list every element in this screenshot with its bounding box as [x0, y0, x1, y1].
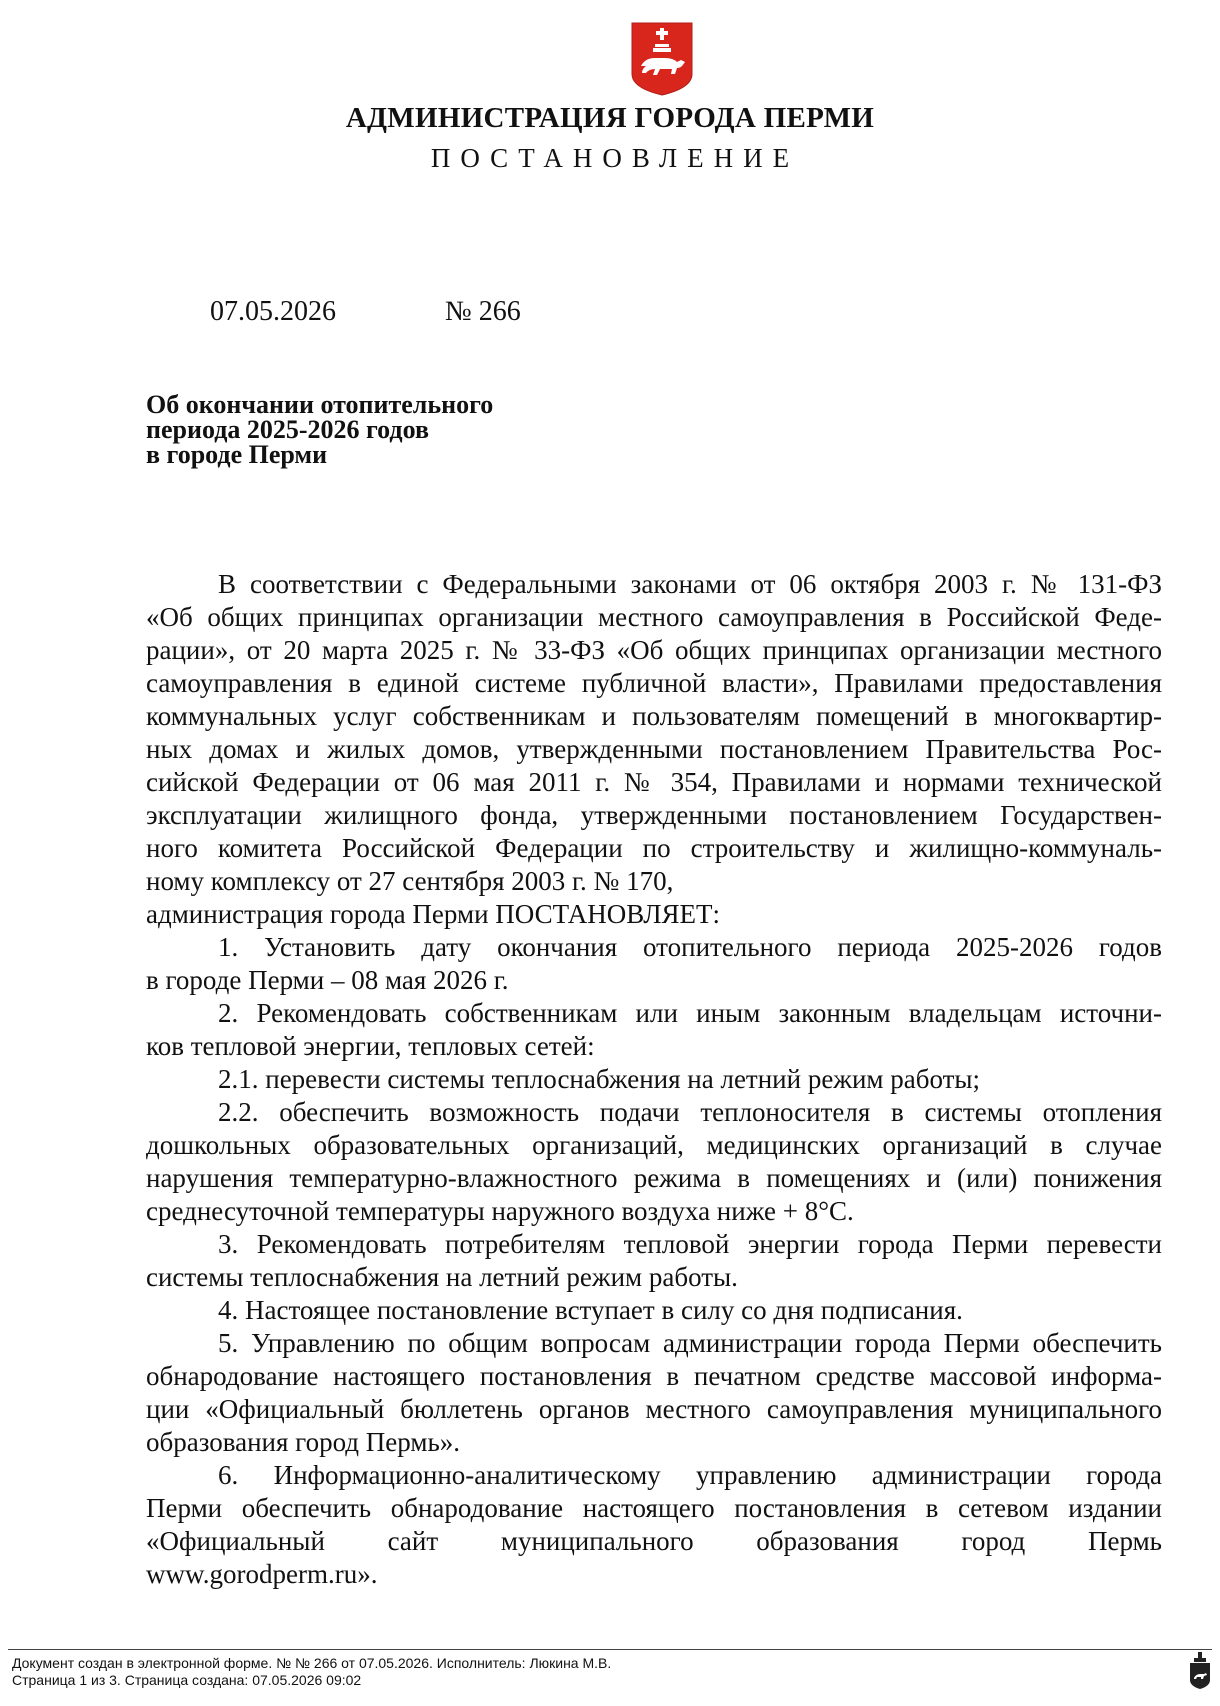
- subject-line: Об окончании отопительного: [146, 390, 494, 419]
- item-5-line: обнародование настоящего постановления в печатном средстве массовой информа-: [146, 1361, 1162, 1391]
- preamble-line: «Об общих принципах организации местного самоуправления в Российской Феде-: [146, 602, 1162, 632]
- item-2-2-line: 2.2. обеспечить возможность подачи теплоносителя в системы отопления: [218, 1097, 1162, 1127]
- preamble-line: ных домах и жилых домов, утвержденными постановлением Правительства Рос-: [146, 734, 1162, 764]
- item-6-line: «Официальный сайт муниципального образования город Пермь: [146, 1526, 1162, 1556]
- item-3-line: 3. Рекомендовать потребителям тепловой энергии города Перми перевести: [218, 1229, 1162, 1259]
- preamble-line: эксплуатации жилищного фонда, утвержденными постановлением Государствен-: [146, 800, 1162, 830]
- item-3-line: системы теплоснабжения на летний режим работы.: [146, 1262, 738, 1292]
- item-5-line: ции «Официальный бюллетень органов местного самоуправления муниципального: [146, 1394, 1162, 1424]
- item-2-2-line: среднесуточной температуры наружного воздуха ниже + 8°С.: [146, 1196, 854, 1226]
- item-2-2-line: дошкольных образовательных организаций, медицинских организаций в случае: [146, 1130, 1162, 1160]
- preamble-line: рации», от 20 марта 2025 г. № 33-ФЗ «Об общих принципах организации местного: [146, 635, 1162, 665]
- document-date: 07.05.2026: [210, 296, 336, 327]
- preamble-line: В соответствии с Федеральными законами от 06 октября 2003 г. № 131-ФЗ: [218, 569, 1162, 599]
- document-number: № 266: [445, 296, 521, 327]
- organization-title: АДМИНИСТРАЦИЯ ГОРОДА ПЕРМИ: [345, 102, 875, 134]
- subject-line: в городе Перми: [146, 440, 328, 469]
- item-2-1-line: 2.1. перевести системы теплоснабжения на летний режим работы;: [218, 1064, 981, 1094]
- document-type: ПОСТАНОВЛЕНИЕ: [430, 143, 800, 173]
- document-body: [146, 568, 1162, 1591]
- perm-small-emblem-icon: [1188, 1652, 1212, 1690]
- preamble-line: самоуправления в единой системе публичной власти», Правилами предоставления: [146, 668, 1162, 698]
- perm-coat-of-arms-icon: [631, 22, 693, 96]
- preamble-line: ного комитета Российской Федерации по строительству и жилищно-коммуналь-: [146, 833, 1162, 863]
- document-footer: [12, 1655, 611, 1689]
- footer-line-1: Документ создан в электронной форме. № № 266 от 07.05.2026. Исполнитель: Люкина М.В.: [12, 1655, 612, 1671]
- item-5-line: образования город Пермь».: [146, 1427, 461, 1457]
- preamble-line: коммунальных услуг собственникам и пользователям помещений в многоквартир-: [146, 701, 1162, 731]
- preamble-line: ному комплексу от 27 сентября 2003 г. № 170,: [146, 866, 674, 896]
- footer-divider: [8, 1649, 1212, 1650]
- item-4-line: 4. Настоящее постановление вступает в силу со дня подписания.: [218, 1295, 963, 1325]
- item-2-line: ков тепловой энергии, тепловых сетей:: [146, 1031, 595, 1061]
- item-1-line: 1. Установить дату окончания отопительного периода 2025-2026 годов: [218, 932, 1162, 962]
- item-2-2-line: нарушения температурно-влажностного режима в помещениях и (или) понижения: [146, 1163, 1162, 1193]
- resolves-line: администрация города Перми ПОСТАНОВЛЯЕТ:: [146, 899, 721, 929]
- item-6-line: www.gorodperm.ru».: [146, 1559, 378, 1589]
- item-6-line: Перми обеспечить обнародование настоящего постановления в сетевом издании: [146, 1493, 1162, 1523]
- item-1-line: в городе Перми – 08 мая 2026 г.: [146, 965, 509, 995]
- subject-line: периода 2025-2026 годов: [146, 415, 429, 444]
- item-5-line: 5. Управлению по общим вопросам администрации города Перми обеспечить: [218, 1328, 1162, 1358]
- document-subject: [146, 392, 666, 467]
- footer-line-2: Страница 1 из 3. Страница создана: 07.05.2026 09:02: [12, 1672, 362, 1688]
- item-2-line: 2. Рекомендовать собственникам или иным законным владельцам источни-: [218, 998, 1162, 1028]
- preamble-line: сийской Федерации от 06 мая 2011 г. № 354, Правилами и нормами технической: [146, 767, 1162, 797]
- item-6-line: 6. Информационно-аналитическому управлению администрации города: [218, 1460, 1162, 1490]
